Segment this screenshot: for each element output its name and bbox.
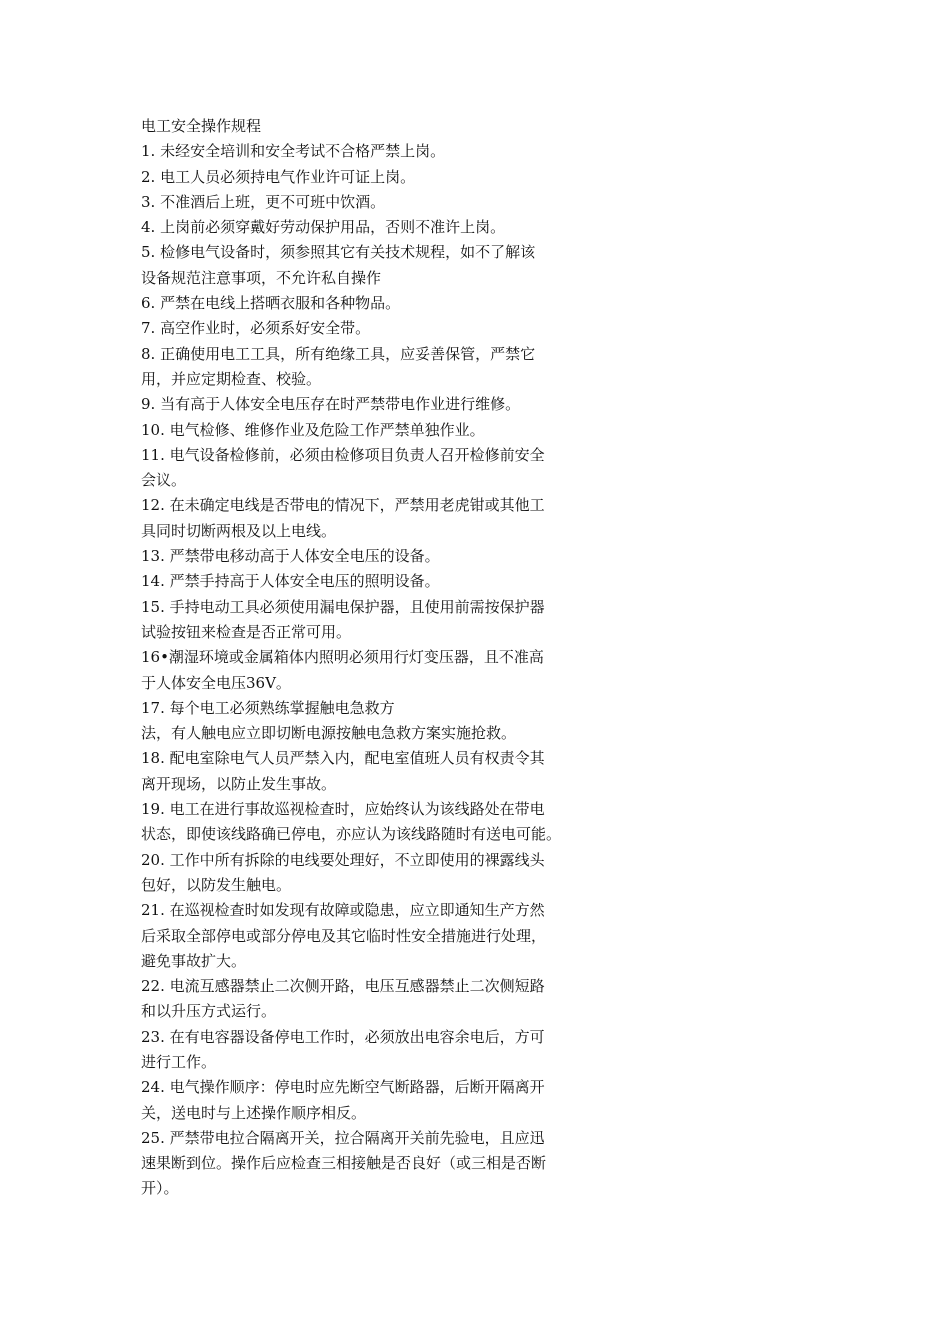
document-line: 和以升压方式运行。	[141, 1002, 277, 1021]
document-line: 关，送电时与上述操作顺序相反。	[141, 1103, 367, 1122]
document-line: 离开现场，以防止发生事故。	[141, 774, 337, 793]
document-line: 4. 上岗前必须穿戴好劳动保护用品，否则不准许上岗。	[141, 218, 506, 237]
document-body	[141, 114, 621, 1202]
document-line: 5. 检修电气设备时，须参照其它有关技术规程，如不了解该	[141, 243, 536, 262]
document-line: 于人体安全电压36V。	[141, 673, 291, 692]
document-line: 21. 在巡视检查时如发现有故障或隐患，应立即通知生产方然	[141, 901, 545, 920]
document-line: 状态，即使该线路确已停电，亦应认为该线路随时有送电可能。	[141, 825, 562, 844]
document-line: 19. 电工在进行事故巡视检查时，应始终认为该线路处在带电	[141, 800, 545, 819]
document-line: 速果断到位。操作后应检查三相接触是否良好（或三相是否断	[141, 1154, 547, 1173]
document-line: 16•潮湿环境或金属箱体内照明必须用行灯变压器，且不准高	[141, 648, 544, 667]
document-line: 试验按钮来检查是否正常可用。	[141, 622, 352, 641]
document-line: 3. 不准酒后上班，更不可班中饮酒。	[141, 192, 386, 211]
document-line: 后采取全部停电或部分停电及其它临时性安全措施进行处理，	[141, 926, 547, 945]
document-line: 17. 每个电工必须熟练掌握触电急救方	[141, 698, 395, 717]
document-line: 25. 严禁带电拉合隔离开关，拉合隔离开关前先验电，且应迅	[141, 1128, 545, 1147]
document-line: 设备规范注意事项，不允许私自操作	[141, 268, 382, 287]
document-line: 包好，以防发生触电。	[141, 875, 292, 894]
document-line: 9. 当有高于人体安全电压存在时严禁带电作业进行维修。	[141, 395, 521, 414]
document-line: 20. 工作中所有拆除的电线要处理好，不立即使用的裸露线头	[141, 850, 545, 869]
document-line: 8. 正确使用电工工具，所有绝缘工具，应妥善保管，严禁它	[141, 344, 536, 363]
document-line: 18. 配电室除电气人员严禁入内，配电室值班人员有权责令其	[141, 749, 545, 768]
document-line: 避免事故扩大。	[141, 951, 247, 970]
document-line: 用，并应定期检查、校验。	[141, 369, 322, 388]
document-line: 2. 电工人员必须持电气作业许可证上岗。	[141, 167, 416, 186]
document-line: 法，有人触电应立即切断电源按触电急救方案实施抢救。	[141, 724, 517, 743]
document-line: 1. 未经安全培训和安全考试不合格严禁上岗。	[141, 142, 446, 161]
document-line: 22. 电流互感器禁止二次侧开路，电压互感器禁止二次侧短路	[141, 977, 545, 996]
document-line: 12. 在未确定电线是否带电的情况下，严禁用老虎钳或其他工	[141, 496, 545, 515]
document-line: 14. 严禁手持高于人体安全电压的照明设备。	[141, 572, 440, 591]
document-line: 6. 严禁在电线上搭晒衣服和各种物品。	[141, 294, 401, 313]
document-line: 13. 严禁带电移动高于人体安全电压的设备。	[141, 547, 440, 566]
document-line: 会议。	[141, 471, 187, 490]
document-line: 23. 在有电容器设备停电工作时，必须放出电容余电后，方可	[141, 1027, 545, 1046]
document-line: 开）。	[141, 1179, 179, 1198]
document-line: 7. 高空作业时，必须系好安全带。	[141, 319, 371, 338]
document-line: 11. 电气设备检修前，必须由检修项目负责人召开检修前安全	[141, 445, 545, 464]
document-line: 24. 电气操作顺序：停电时应先断空气断路器，后断开隔离开	[141, 1078, 545, 1097]
document-line: 具同时切断两根及以上电线。	[141, 521, 337, 540]
document-line: 15. 手持电动工具必须使用漏电保护器，且使用前需按保护器	[141, 597, 545, 616]
document-line: 10. 电气检修、维修作业及危险工作严禁单独作业。	[141, 420, 485, 439]
document-title: 电工安全操作规程	[141, 117, 262, 135]
document-line: 进行工作。	[141, 1052, 217, 1071]
